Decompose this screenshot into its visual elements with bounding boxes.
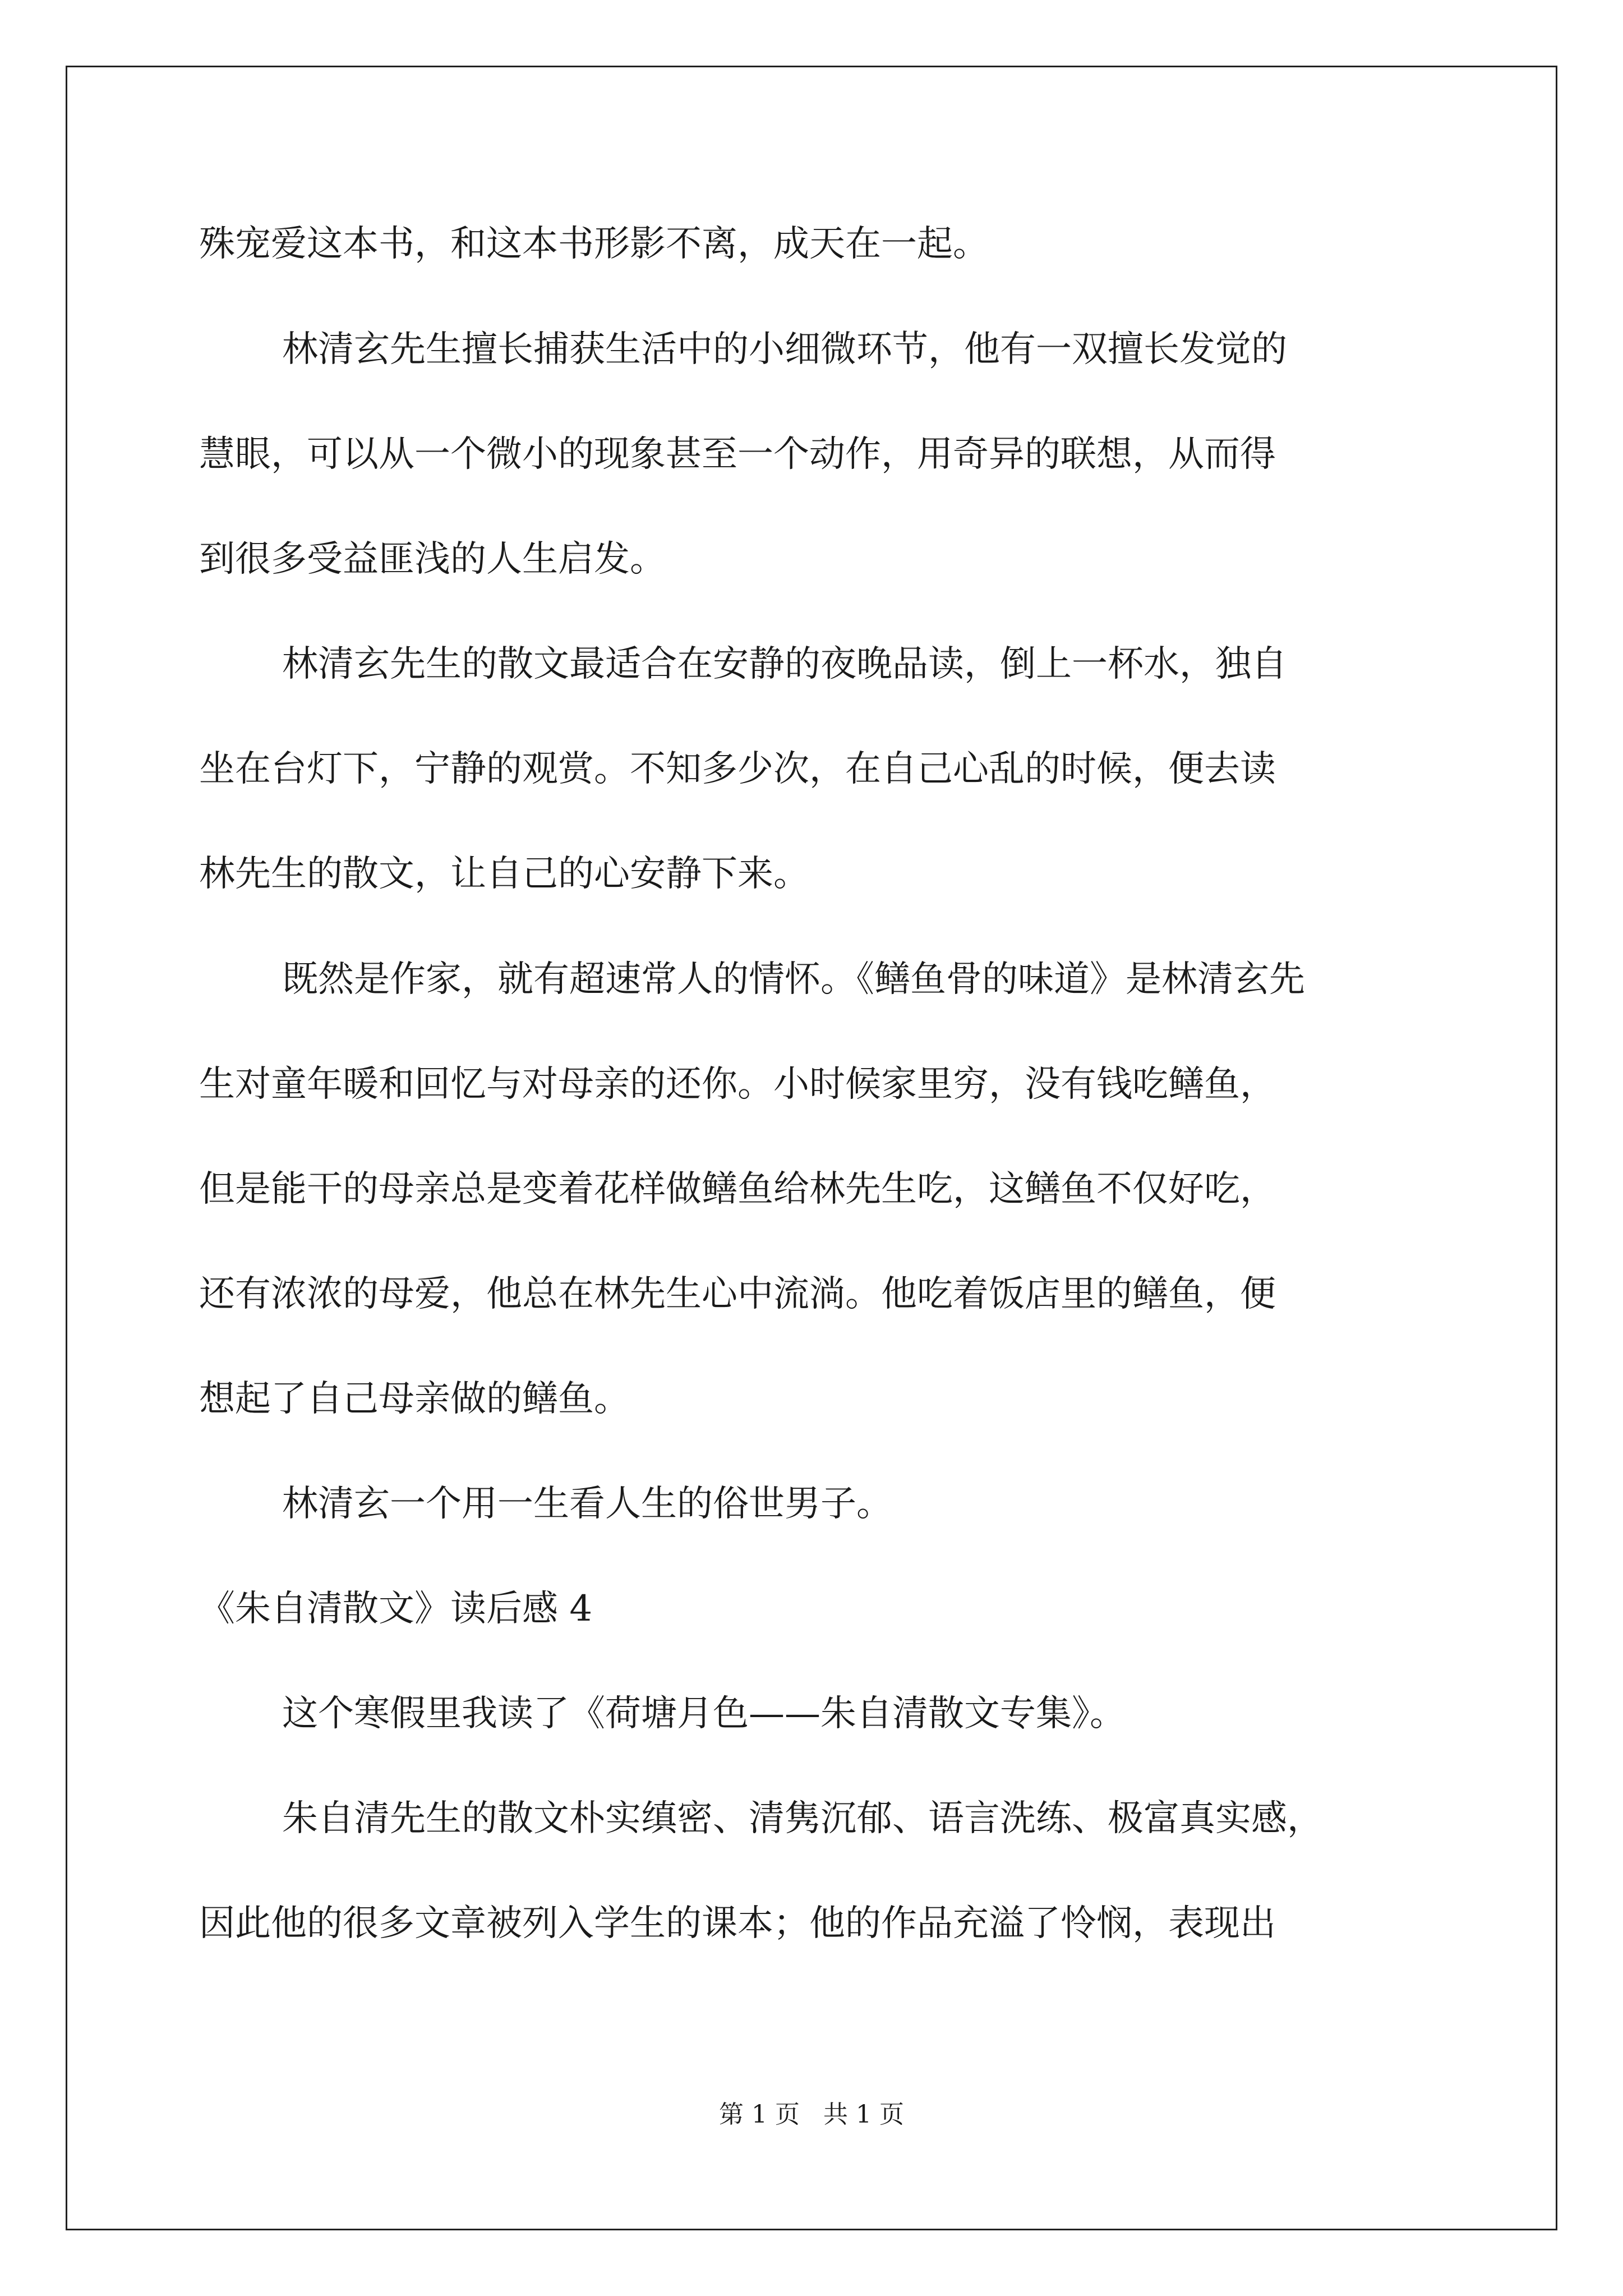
text-line: 林清玄先生的散文最适合在安静的夜晚品读，倒上一杯水，独自 <box>282 643 1287 685</box>
section-heading: 《朱自清散文》读后感 4 <box>199 1588 593 1630</box>
text-line: 林清玄一个用一生看人生的俗世男子。 <box>282 1483 892 1525</box>
page-number-footer: 第 1 页 共 1 页 <box>719 2100 904 2129</box>
text-line: 林先生的散文，让自己的心安静下来。 <box>199 853 809 895</box>
text-line: 坐在台灯下，宁静的观赏。不知多少次，在自己心乱的时候，便去读 <box>199 748 1276 790</box>
text-line: 朱自清先生的散文朴实缜密、清隽沉郁、语言洗练、极富真实感， <box>282 1798 1323 1839</box>
text-line: 慧眼，可以从一个微小的现象甚至一个动作，用奇异的联想，从而得 <box>199 434 1276 475</box>
text-line: 这个寒假里我读了《荷塘月色——朱自清散文专集》。 <box>282 1693 1126 1734</box>
text-line: 还有浓浓的母爱，他总在林先生心中流淌。他吃着饭店里的鳝鱼，便 <box>199 1273 1276 1315</box>
text-line: 到很多受益匪浅的人生启发。 <box>199 539 666 580</box>
text-line: 殊宠爱这本书，和这本书形影不离，成天在一起。 <box>199 223 989 265</box>
text-line: 想起了自己母亲做的鳝鱼。 <box>199 1378 630 1420</box>
text-line: 林清玄先生擅长捕获生活中的小细微环节，他有一双擅长发觉的 <box>282 329 1287 370</box>
text-line: 但是能干的母亲总是变着花样做鳝鱼给林先生吃，这鳝鱼不仅好吃， <box>199 1168 1276 1210</box>
text-line: 既然是作家，就有超速常人的情怀。《鳝鱼骨的味道》是林清玄先 <box>282 959 1305 1000</box>
text-line: 因此他的很多文章被列入学生的课本；他的作品充溢了怜悯，表现出 <box>199 1903 1276 1944</box>
text-line: 生对童年暖和回忆与对母亲的还你。小时候家里穷，没有钱吃鳝鱼， <box>199 1064 1276 1105</box>
